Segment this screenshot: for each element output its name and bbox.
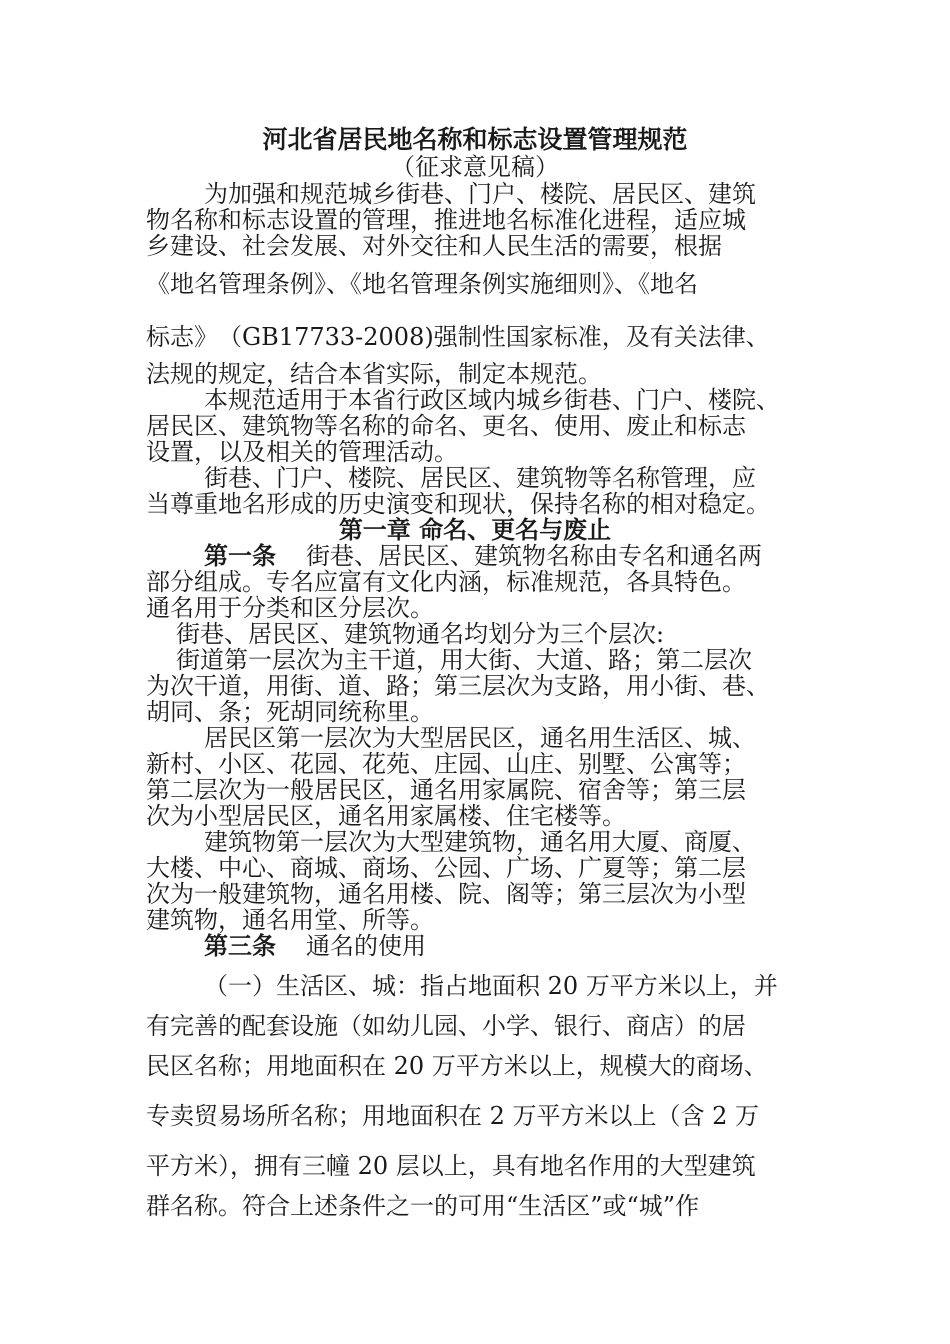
paragraph-line: 街道第一层次为主干道，用大街、大道、路；第二层次 [176,646,752,674]
paragraph-line: 建筑物，通名用堂、所等。 [146,906,434,934]
paragraph-line: 物名称和标志设置的管理，推进地名标准化进程，适应城 [146,206,746,234]
paragraph-line: 街巷、居民区、建筑物通名均划分为三个层次: [176,620,665,648]
paragraph-line: 《地名管理条例》、《地名管理条例实施细则》、《地名 [146,270,698,298]
article-1-text: 街巷、居民区、建筑物名称由专名和通名两 [306,542,762,570]
paragraph-line: 设置，以及相关的管理活动。 [146,438,458,466]
paragraph-line: 为加强和规范城乡街巷、门户、楼院、居民区、建筑 [204,180,756,208]
document-subtitle: （征求意见稿） [391,153,559,181]
paragraph-line: 居民区、建筑物等名称的命名、更名、使用、废止和标志 [146,412,746,440]
document-title: 河北省居民地名称和标志设置管理规范 [262,125,688,154]
paragraph-line: 本规范适用于本省行政区域内城乡街巷、门户、楼院、 [204,386,780,414]
paragraph-line: 大楼、中心、商城、商场、公园、广场、广夏等；第二层 [146,854,746,882]
article-3-text: 通名的使用 [306,932,426,960]
paragraph-line: 部分组成。专名应富有文化内涵，标准规范，各具特色。 [146,568,746,596]
paragraph-line: （一）生活区、城：指占地面积 20 万平方米以上，并 [204,972,778,1000]
paragraph-line: 标志》 （GB17733-2008)强制性国家标准，及有关法律、 [146,323,770,351]
paragraph-line: 次为一般建筑物，通名用楼、院、阁等；第三层次为小型 [146,880,746,908]
paragraph-line: 当尊重地名形成的历史演变和现状，保持名称的相对稳定。 [146,490,770,518]
paragraph-line: 乡建设、社会发展、对外交往和人民生活的需要，根据 [146,232,722,260]
article-3-label: 第三条 [204,931,276,960]
paragraph-line: 新村、小区、花园、花苑、庄园、山庄、别墅、公寓等； [146,750,746,778]
paragraph-line: 法规的规定，结合本省实际，制定本规范。 [146,360,602,388]
paragraph-line: 胡同、条；死胡同统称里。 [146,698,434,726]
chapter-heading: 第一章 命名、更名与废止 [338,515,612,544]
paragraph-line: 次为小型居民区，通名用家属楼、住宅楼等。 [146,802,626,830]
article-1-label: 第一条 [204,541,276,570]
paragraph-line: 专卖贸易场所名称；用地面积在 2 万平方米以上（含 2 万 [146,1102,760,1130]
paragraph-line: 街巷、门户、楼院、居民区、建筑物等名称管理，应 [204,464,756,492]
article-3-line [204,932,426,960]
paragraph-line: 平方米），拥有三幢 20 层以上，具有地名作用的大型建筑 [146,1152,756,1180]
paragraph-line: 民区名称；用地面积在 20 万平方米以上，规模大的商场、 [146,1052,768,1080]
paragraph-line: 通名用于分类和区分层次。 [146,594,434,622]
paragraph-line: 居民区第一层次为大型居民区，通名用生活区、城、 [204,724,756,752]
paragraph-line: 为次干道，用街、道、路；第三层次为支路，用小街、巷、 [146,672,770,700]
paragraph-line: 有完善的配套设施（如幼儿园、小学、银行、商店）的居 [146,1012,746,1040]
paragraph-line: 建筑物第一层次为大型建筑物，通名用大厦、商厦、 [204,828,756,856]
paragraph-line: 群名称。符合上述条件之一的可用“生活区”或“城”作 [146,1192,700,1220]
article-1-line [204,542,762,570]
paragraph-line: 第二层次为一般居民区，通名用家属院、宿舍等；第三层 [146,776,746,804]
